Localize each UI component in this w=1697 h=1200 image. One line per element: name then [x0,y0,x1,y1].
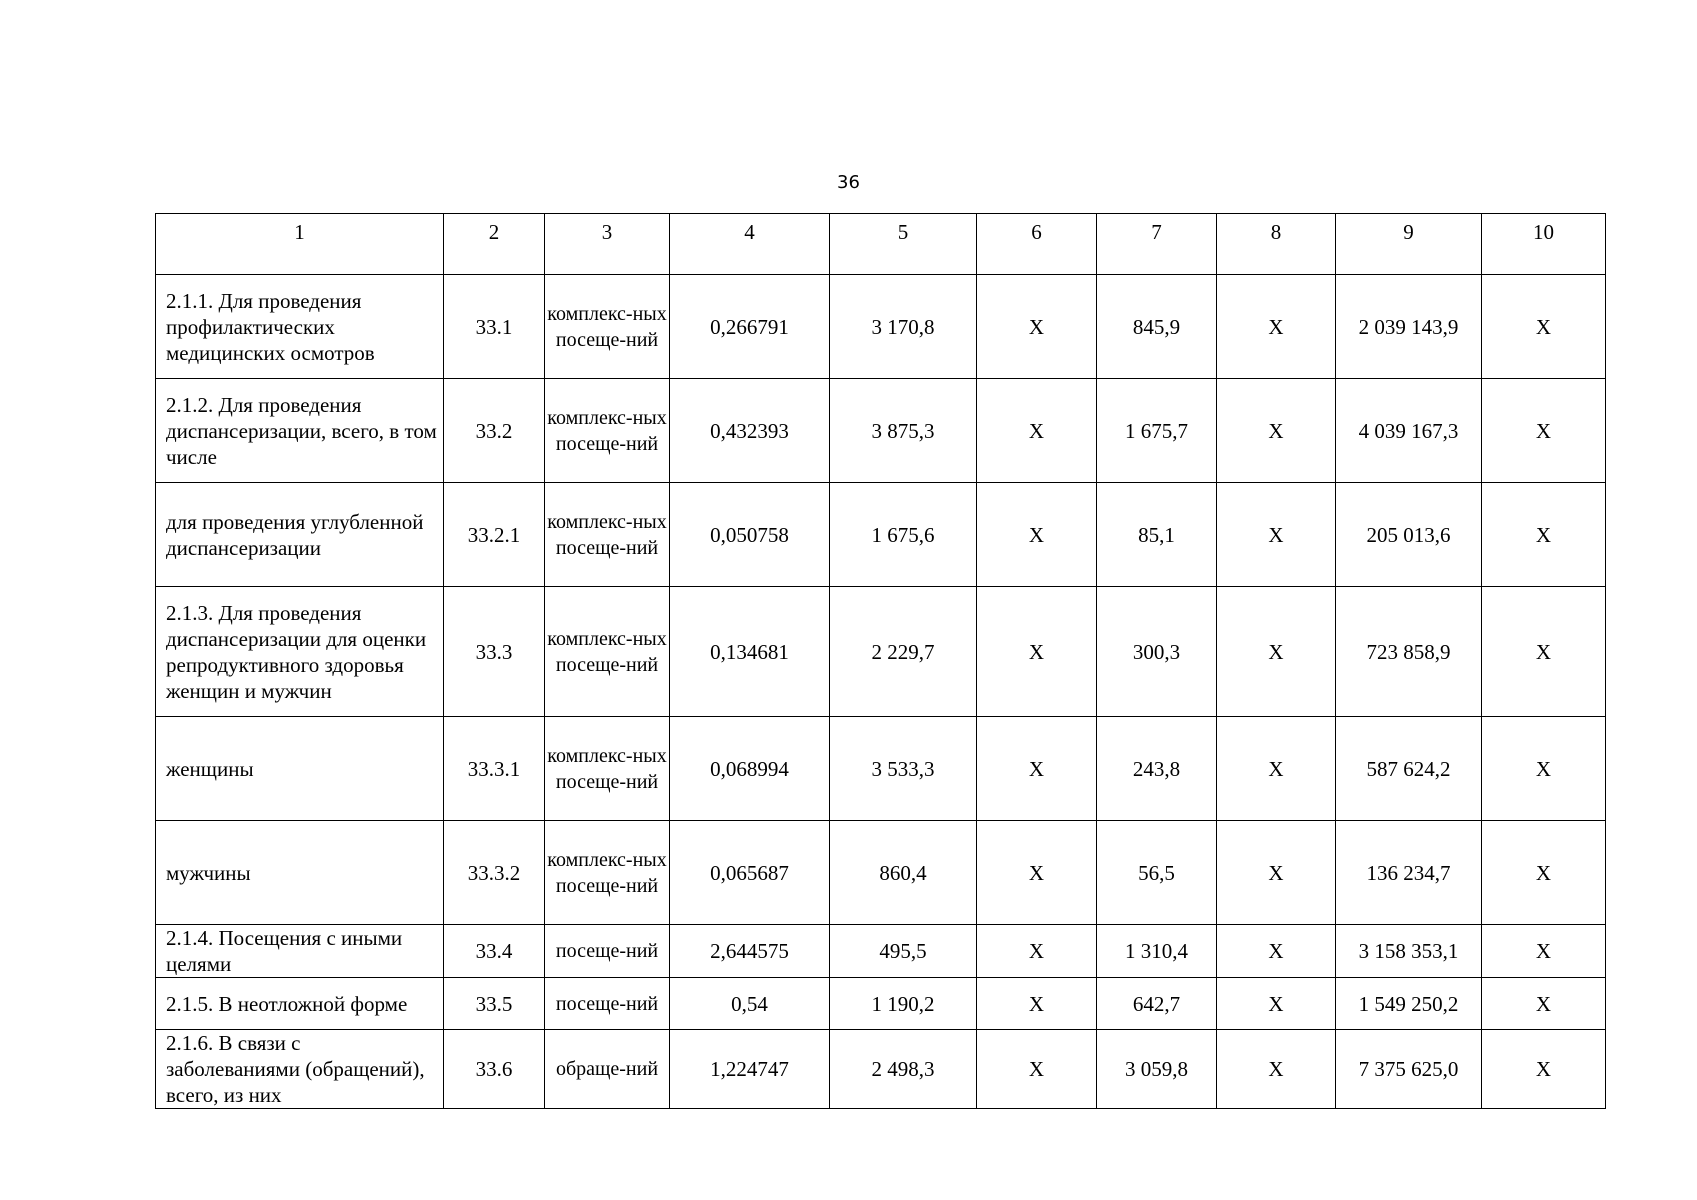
table-row [156,717,1606,821]
table-row [156,379,1606,483]
cell-col-4: 0,134681 [670,587,830,717]
cell-col-4: 0,54 [670,978,830,1030]
cell-col-7: 56,5 [1097,821,1217,925]
table-row [156,821,1606,925]
cell-col-9: 587 624,2 [1336,717,1482,821]
cell-col-7: 1 675,7 [1097,379,1217,483]
page-number: 36 [837,172,860,193]
cell-col-9: 4 039 167,3 [1336,379,1482,483]
cell-col-6: Х [977,587,1097,717]
row-unit: комплекс-ных посеще-ний [545,821,670,925]
cell-col-9: 7 375 625,0 [1336,1030,1482,1109]
table-row [156,1030,1606,1109]
cell-col-7: 243,8 [1097,717,1217,821]
row-name: женщины [156,717,444,821]
cell-col-7: 3 059,8 [1097,1030,1217,1109]
column-header: 3 [545,214,670,275]
column-header: 7 [1097,214,1217,275]
cell-col-10: Х [1482,1030,1606,1109]
row-name: мужчины [156,821,444,925]
cell-col-10: Х [1482,821,1606,925]
cell-col-4: 0,050758 [670,483,830,587]
column-header: 4 [670,214,830,275]
row-name: 2.1.5. В неотложной форме [156,978,444,1030]
cell-col-8: Х [1217,379,1336,483]
row-code: 33.4 [444,925,545,978]
cell-col-9: 205 013,6 [1336,483,1482,587]
cell-col-8: Х [1217,821,1336,925]
cell-col-10: Х [1482,587,1606,717]
cell-col-4: 1,224747 [670,1030,830,1109]
row-unit: комплекс-ных посеще-ний [545,587,670,717]
cell-col-6: Х [977,821,1097,925]
cell-col-4: 0,065687 [670,821,830,925]
cell-col-7: 1 310,4 [1097,925,1217,978]
cell-col-10: Х [1482,379,1606,483]
cell-col-5: 3 170,8 [830,275,977,379]
cell-col-8: Х [1217,275,1336,379]
cell-col-10: Х [1482,925,1606,978]
cell-col-4: 2,644575 [670,925,830,978]
cell-col-4: 0,432393 [670,379,830,483]
data-table [155,213,1606,1109]
cell-col-9: 3 158 353,1 [1336,925,1482,978]
column-header: 2 [444,214,545,275]
column-number-row [156,214,1606,275]
row-unit: посеще-ний [545,925,670,978]
table-row [156,978,1606,1030]
table-row [156,275,1606,379]
cell-col-5: 495,5 [830,925,977,978]
cell-col-7: 85,1 [1097,483,1217,587]
row-name: 2.1.3. Для проведения диспансеризации для оценки репродуктивного здоровья женщин и мужчин [156,587,444,717]
cell-col-5: 860,4 [830,821,977,925]
table-row [156,587,1606,717]
cell-col-8: Х [1217,978,1336,1030]
cell-col-10: Х [1482,275,1606,379]
row-name: для проведения углубленной диспансеризации [156,483,444,587]
cell-col-9: 136 234,7 [1336,821,1482,925]
cell-col-6: Х [977,717,1097,821]
cell-col-8: Х [1217,717,1336,821]
cell-col-6: Х [977,483,1097,587]
row-code: 33.2 [444,379,545,483]
cell-col-6: Х [977,379,1097,483]
row-code: 33.1 [444,275,545,379]
table-row [156,483,1606,587]
cell-col-6: Х [977,1030,1097,1109]
cell-col-6: Х [977,978,1097,1030]
row-name: 2.1.1. Для проведения профилактических медицинских осмотров [156,275,444,379]
cell-col-5: 3 875,3 [830,379,977,483]
column-header: 8 [1217,214,1336,275]
row-code: 33.2.1 [444,483,545,587]
cell-col-7: 300,3 [1097,587,1217,717]
row-code: 33.3 [444,587,545,717]
row-unit: комплекс-ных посеще-ний [545,275,670,379]
row-code: 33.3.2 [444,821,545,925]
cell-col-10: Х [1482,483,1606,587]
cell-col-9: 2 039 143,9 [1336,275,1482,379]
row-code: 33.3.1 [444,717,545,821]
column-header: 10 [1482,214,1606,275]
cell-col-5: 2 498,3 [830,1030,977,1109]
row-name: 2.1.6. В связи с заболеваниями (обращений), всего, из них [156,1030,444,1109]
cell-col-8: Х [1217,925,1336,978]
cell-col-5: 3 533,3 [830,717,977,821]
cell-col-7: 845,9 [1097,275,1217,379]
row-code: 33.6 [444,1030,545,1109]
cell-col-4: 0,068994 [670,717,830,821]
cell-col-4: 0,266791 [670,275,830,379]
column-header: 9 [1336,214,1482,275]
cell-col-6: Х [977,275,1097,379]
cell-col-7: 642,7 [1097,978,1217,1030]
cell-col-9: 723 858,9 [1336,587,1482,717]
cell-col-8: Х [1217,587,1336,717]
cell-col-8: Х [1217,483,1336,587]
column-header: 1 [156,214,444,275]
cell-col-5: 1 190,2 [830,978,977,1030]
row-unit: комплекс-ных посеще-ний [545,483,670,587]
row-unit: посеще-ний [545,978,670,1030]
row-unit: комплекс-ных посеще-ний [545,717,670,821]
cell-col-10: Х [1482,978,1606,1030]
cell-col-8: Х [1217,1030,1336,1109]
row-code: 33.5 [444,978,545,1030]
column-header: 6 [977,214,1097,275]
row-unit: комплекс-ных посеще-ний [545,379,670,483]
cell-col-6: Х [977,925,1097,978]
cell-col-5: 1 675,6 [830,483,977,587]
cell-col-10: Х [1482,717,1606,821]
table-row [156,925,1606,978]
row-name: 2.1.2. Для проведения диспансеризации, всего, в том числе [156,379,444,483]
cell-col-9: 1 549 250,2 [1336,978,1482,1030]
column-header: 5 [830,214,977,275]
cell-col-5: 2 229,7 [830,587,977,717]
row-name: 2.1.4. Посещения с иными целями [156,925,444,978]
row-unit: обраще-ний [545,1030,670,1109]
